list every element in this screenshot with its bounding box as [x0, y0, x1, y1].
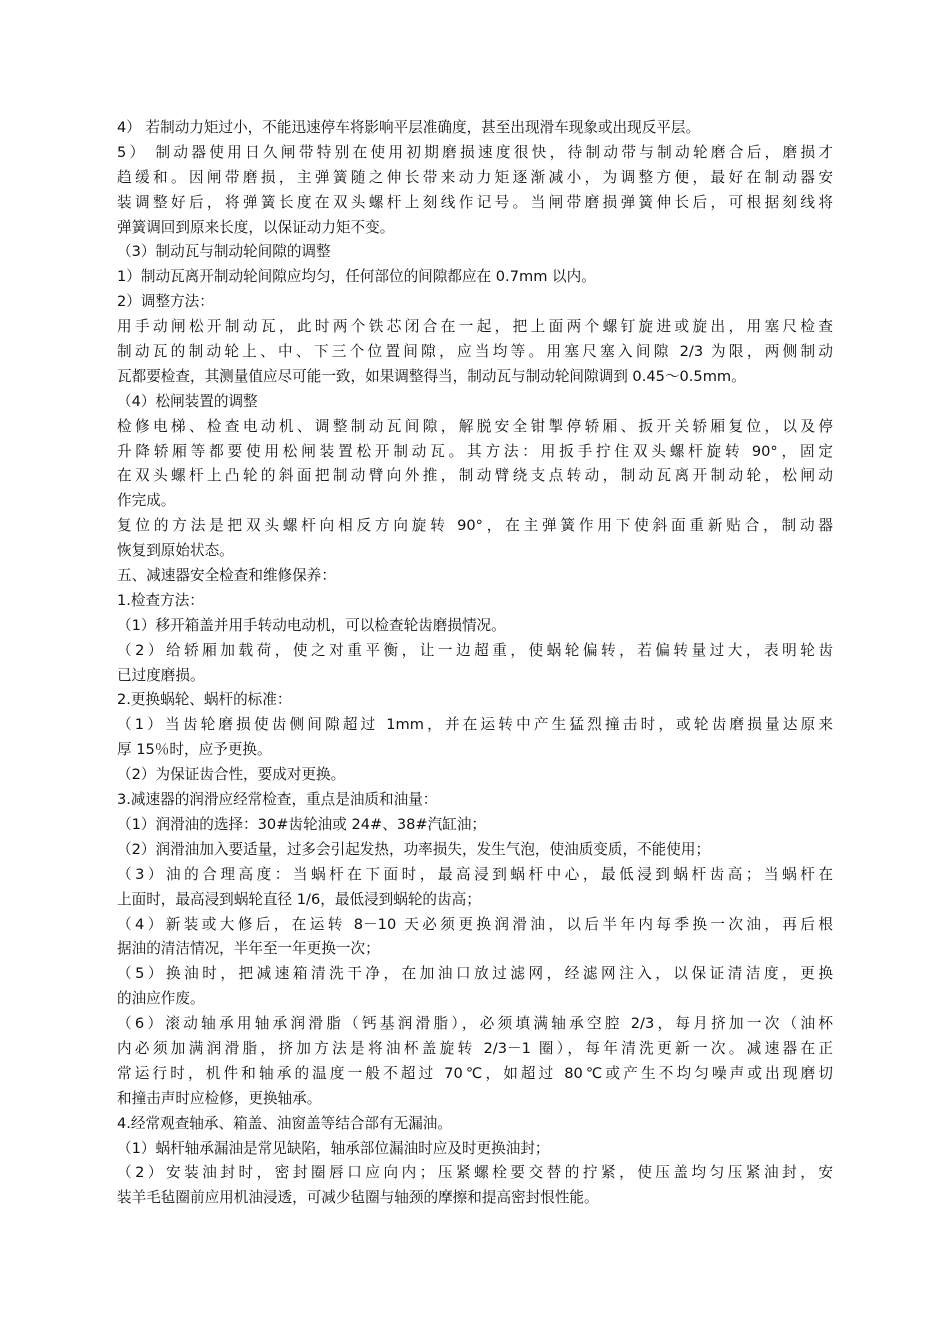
document-page: [117, 116, 833, 1211]
text-line: （4）新装或大修后，在运转 8－10 天必须更换润滑油，以后半年内每季换一次油，再后根: [117, 915, 833, 933]
text-line: 制动瓦的制动轮上、中、下三个位置间隙，应当均等。用塞尺塞入间隙 2/3 为限，两侧制动: [117, 343, 833, 361]
text-line: 趋缓和。因闸带磨损，主弹簧随之伸长带来动力矩逐渐减小，为调整方便，最好在制动器安: [117, 168, 833, 186]
text-line: （6）滚动轴承用轴承润滑脂（钙基润滑脂），必须填满轴承空腔 2/3，每月挤加一次（油杯: [117, 1015, 833, 1033]
text-line: 4） 若制动力矩过小，不能迅速停车将影响平层准确度，甚至出现滑车现象或出现反平层。: [117, 119, 701, 136]
text-line: 用手动闸松开制动瓦，此时两个铁芯闭合在一起，把上面两个螺钉旋进或旋出，用塞尺检查: [117, 318, 833, 336]
text-line: （5）换油时，把减速箱清洗干净，在加油口放过滤网，经滤网注入，以保证清洁度，更换: [117, 965, 833, 983]
text-line: （2）安装油封时，密封圈唇口应向内；压紧螺栓要交替的拧紧，使压盖均匀压紧油封，安: [117, 1164, 833, 1182]
text-line: 5） 制动器使用日久闸带特别在使用初期磨损速度很快，待制动带与制动轮磨合后，磨损才: [117, 143, 833, 161]
text-line: 装羊毛毡圈前应用机油浸透，可减少毡圈与轴颈的摩擦和提高密封恨性能。: [117, 1189, 599, 1207]
text-line: 2）调整方法：: [117, 293, 214, 311]
text-line: 常运行时，机件和轴承的温度一般不超过 70℃，如超过 80℃或产生不均匀噪声或出现磨切: [117, 1064, 833, 1082]
text-line: （2）润滑油加入要适量，过多会引起发热，功率损失，发生气泡，使油质变质，不能使用；: [117, 840, 711, 858]
text-line: 复位的方法是把双头螺杆向相反方向旋转 90°，在主弹簧作用下使斜面重新贴合，制动器: [117, 517, 833, 535]
text-line: 瓦都要检查，其测量值应尽可能一致，如果调整得当，制动瓦与制动轮间隙调到 0.45～0.5mm。: [117, 367, 746, 385]
section-heading: 3.减速器的润滑应经常检查，重点是油质和油量：: [117, 791, 438, 809]
chapter-heading: 五、减速器安全检查和维修保养：: [117, 567, 336, 585]
text-line: 的油应作废。: [117, 990, 205, 1008]
section-heading: 2.更换蜗轮、蜗杆的标准：: [117, 691, 292, 709]
section-heading: （3）制动瓦与制动轮间隙的调整: [117, 243, 331, 261]
text-line: 已过度磨损。: [117, 666, 205, 684]
text-line: 和撞击声时应检修，更换轴承。: [117, 1089, 322, 1107]
text-line: 据油的清洁情况，半年至一年更换一次；: [117, 940, 380, 958]
text-line: （3）油的合理高度：当蜗杆在下面时，最高浸到蜗杆中心，最低浸到蜗杆齿高；当蜗杆在: [117, 865, 833, 883]
text-line: 装调整好后，将弹簧长度在双头螺杆上刻线作记号。当闸带磨损弹簧伸长后，可根据刻线将: [117, 193, 833, 211]
text-line: 检修电梯、检查电动机、调整制动瓦间隙，解脱安全钳掣停轿厢、扳开关轿厢复位，以及停: [117, 417, 833, 435]
text-line: （2）为保证齿合性，要成对更换。: [117, 766, 346, 784]
text-line: 上面时，最高浸到蜗轮直径 1/6，最低浸到蜗轮的齿高；: [117, 890, 481, 908]
text-line: 1）制动瓦离开制动轮间隙应均匀，任何部位的间隙都应在 0.7mm 以内。: [117, 268, 596, 286]
text-line: （1）当齿轮磨损使齿侧间隙超过 1mm，并在运转中产生猛烈撞击时，或轮齿磨损量达原来: [117, 716, 833, 734]
text-line: （1）润滑油的选择：30#齿轮油或 24#、38#汽缸油；: [117, 815, 487, 833]
text-line: 弹簧调回到原来长度，以保证动力矩不变。: [117, 218, 395, 236]
text-line: 作完成。: [117, 492, 176, 510]
text-line: 厚 15％时，应予更换。: [117, 741, 272, 759]
text-line: 升降轿厢等都要使用松闸装置松开制动瓦。其方法：用扳手拧住双头螺杆旋转 90°，固定: [117, 442, 833, 460]
text-line: （2）给轿厢加载荷，使之对重平衡，让一边超重，使蜗轮偏转，若偏转量过大，表明轮齿: [117, 641, 833, 659]
section-heading: 4.经常观查轴承、箱盖、油窗盖等结合部有无漏油。: [117, 1114, 452, 1132]
text-line: （1）移开箱盖并用手转动电动机，可以检查轮齿磨损情况。: [117, 616, 506, 634]
text-line: 在双头螺杆上凸轮的斜面把制动臂向外推，制动臂绕支点转动，制动瓦离开制动轮，松闸动: [117, 467, 833, 485]
text-line: （1）蜗杆轴承漏油是常见缺陷，轴承部位漏油时应及时更换油封；: [117, 1139, 550, 1157]
section-heading: 1.检查方法：: [117, 591, 204, 609]
text-line: 内必须加满润滑脂，挤加方法是将油杯盖旋转 2/3－1 圈），每年清洗更新一次。减速器在正: [117, 1039, 833, 1057]
section-heading: （4）松闸装置的调整: [117, 392, 258, 410]
text-line: 恢复到原始状态。: [117, 542, 234, 560]
